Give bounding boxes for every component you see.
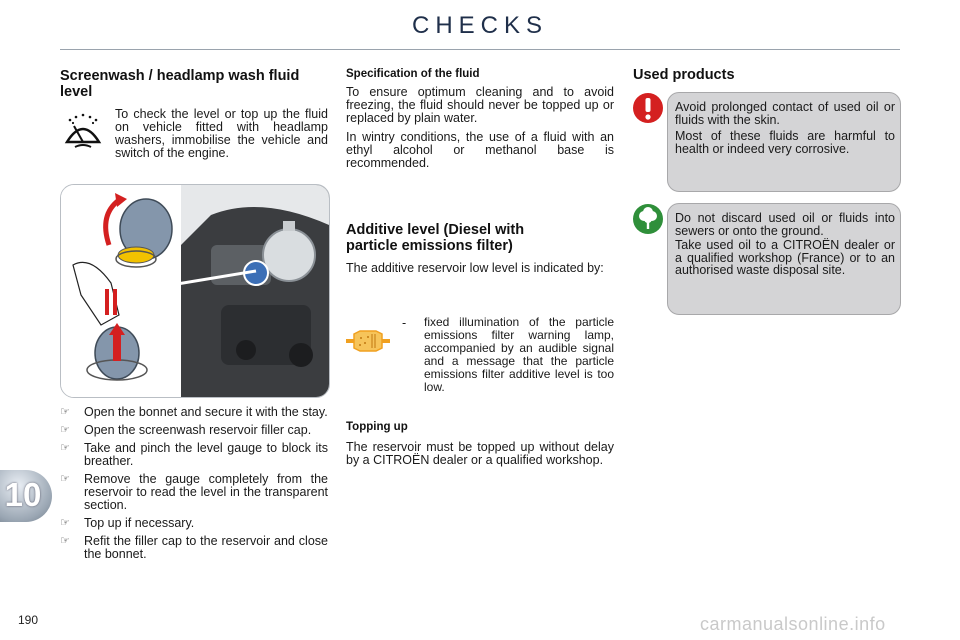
page-title: CHECKS [411, 12, 549, 39]
topping-text: The reservoir must be topped up without delay by a CITROËN dealer or a qualified workshop. [346, 440, 614, 467]
list-item: ☞ Take and pinch the level gauge to block its breather. [60, 441, 328, 468]
dash-marker: - [402, 316, 407, 330]
chapter-number: 10 [4, 476, 42, 513]
environment-tree-icon [632, 203, 664, 235]
screenwash-section [60, 68, 330, 100]
screenwash-title: Screenwash / headlamp wash fluid level [60, 68, 300, 100]
screenwash-steps [60, 406, 328, 566]
used-products-title: Used products [633, 67, 735, 83]
topping-section [346, 421, 614, 467]
topping-title: Topping up [346, 421, 408, 433]
fluid-spec-p1: To ensure optimum cleaning and to avoid freezing, the fluid should never be topped up or replaced by plain water. [346, 85, 614, 125]
fluid-spec-title: Specification of the fluid [346, 68, 480, 80]
hand-pointer-icon: ☞ [60, 424, 70, 436]
additive-section [346, 222, 566, 254]
engine-bay-illustration [60, 184, 330, 398]
warning-exclamation-icon [632, 92, 664, 124]
env-p1: Do not discard used oil or fluids into sewers or onto the ground. [675, 211, 895, 238]
list-item: ☞ Open the bonnet and secure it with the stay. [60, 405, 328, 419]
page-number: 190 [18, 613, 39, 627]
hand-pointer-icon: ☞ [60, 535, 70, 547]
warning-box [667, 92, 901, 192]
list-item: ☞ Open the screenwash reservoir filler cap. [60, 423, 312, 437]
hand-pointer-icon: ☞ [60, 442, 70, 454]
fluid-spec-section [346, 68, 614, 170]
additive-intro: The additive reservoir low level is indicated by: [346, 261, 604, 275]
env-p2: Take used oil to a CITROËN dealer or a qualified workshop (France) or to an authorised waste disposal site. [675, 238, 895, 277]
hand-pointer-icon: ☞ [60, 517, 70, 529]
warning-p2: Most of these fluids are harmful to health or indeed very corrosive. [675, 129, 895, 156]
particle-filter-warning-icon [346, 330, 390, 352]
list-item: ☞ Remove the gauge completely from the reservoir to read the level in the transparent section. [60, 472, 328, 512]
fluid-spec-p2: In wintry conditions, the use of a fluid with an ethyl alcohol or methanol base is recommended. [346, 130, 614, 170]
hand-pointer-icon: ☞ [60, 473, 70, 485]
list-item: ☞ Top up if necessary. [60, 516, 195, 530]
hand-pointer-icon: ☞ [60, 406, 70, 418]
additive-title: Additive level (Diesel with particle emissions filter) [346, 222, 525, 254]
header-divider [60, 49, 900, 50]
windscreen-washer-icon [62, 112, 104, 152]
environment-box [667, 203, 901, 315]
watermark: carmanualsonline.info [700, 614, 886, 634]
additive-item: fixed illumination of the particle emissions filter warning lamp, accompanied by an audible signal and a message that the particle emissions filter additive level is too low. [424, 315, 614, 394]
warning-p1: Avoid prolonged contact of used oil or fluids with the skin. [675, 100, 895, 127]
screenwash-intro: To check the level or top up the fluid on vehicle fitted with headlamp washers, immobilise the vehicle and switch of the engine. [115, 107, 328, 160]
list-item: ☞ Refit the filler cap to the reservoir and close the bonnet. [60, 534, 328, 561]
